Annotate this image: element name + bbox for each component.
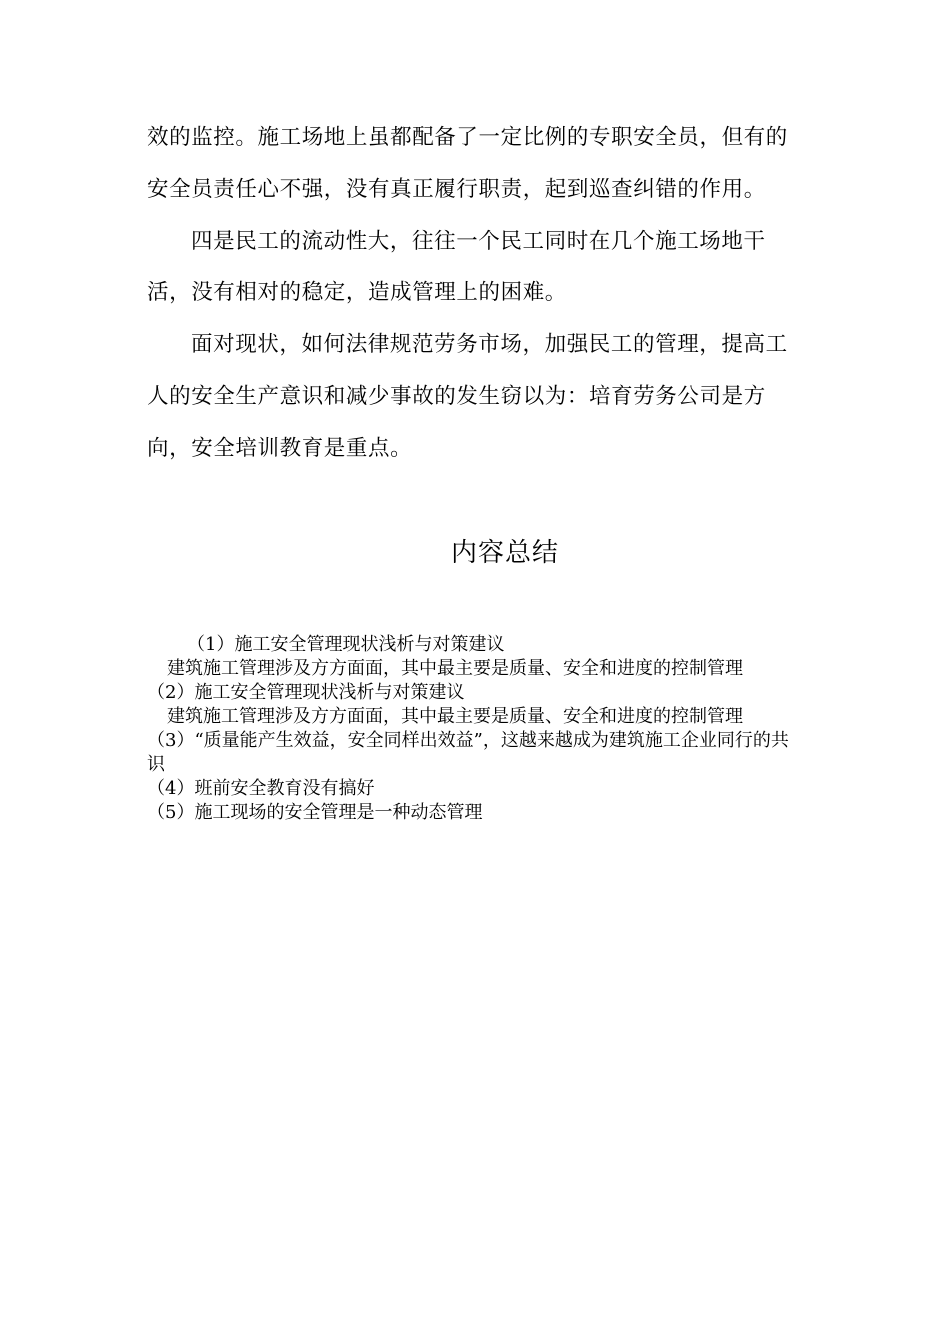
body-text <box>147 112 807 475</box>
summary-title: 内容总结 <box>450 538 559 568</box>
paragraph-conclusion: 面对现状，如何法律规范劳务市场，加强民工的管理，提高工人的安全生产意识和减少事故的发生窃以为：培育劳务公司是方向，安全培训教育是重点。 <box>147 332 788 461</box>
summary-item: 建筑施工管理涉及方方面面，其中最主要是质量、安全和进度的控制管理 <box>167 658 743 679</box>
paragraph-point-four: 四是民工的流动性大，往往一个民工同时在几个施工场地干活，没有相对的稳定，造成管理上的困难。 <box>147 228 766 306</box>
paragraph-continued: 效的监控。施工场地上虽都配备了一定比例的专职安全员，但有的安全员责任心不强，没有真正履行职责，起到巡查纠错的作用。 <box>147 125 788 202</box>
summary-item: （1）施工安全管理现状浅析与对策建议 <box>187 634 505 655</box>
summary-item: （2）施工安全管理现状浅析与对策建议 <box>147 682 465 703</box>
summary-list <box>147 633 802 825</box>
summary-item: 建筑施工管理涉及方方面面，其中最主要是质量、安全和进度的控制管理 <box>167 706 743 727</box>
summary-item: （5）施工现场的安全管理是一种动态管理 <box>147 802 483 823</box>
summary-item: （4）班前安全教育没有搞好 <box>147 778 375 799</box>
summary-item: （3）“质量能产生效益，安全同样出效益”，这越来越成为建筑施工企业同行的共识 <box>147 730 789 775</box>
